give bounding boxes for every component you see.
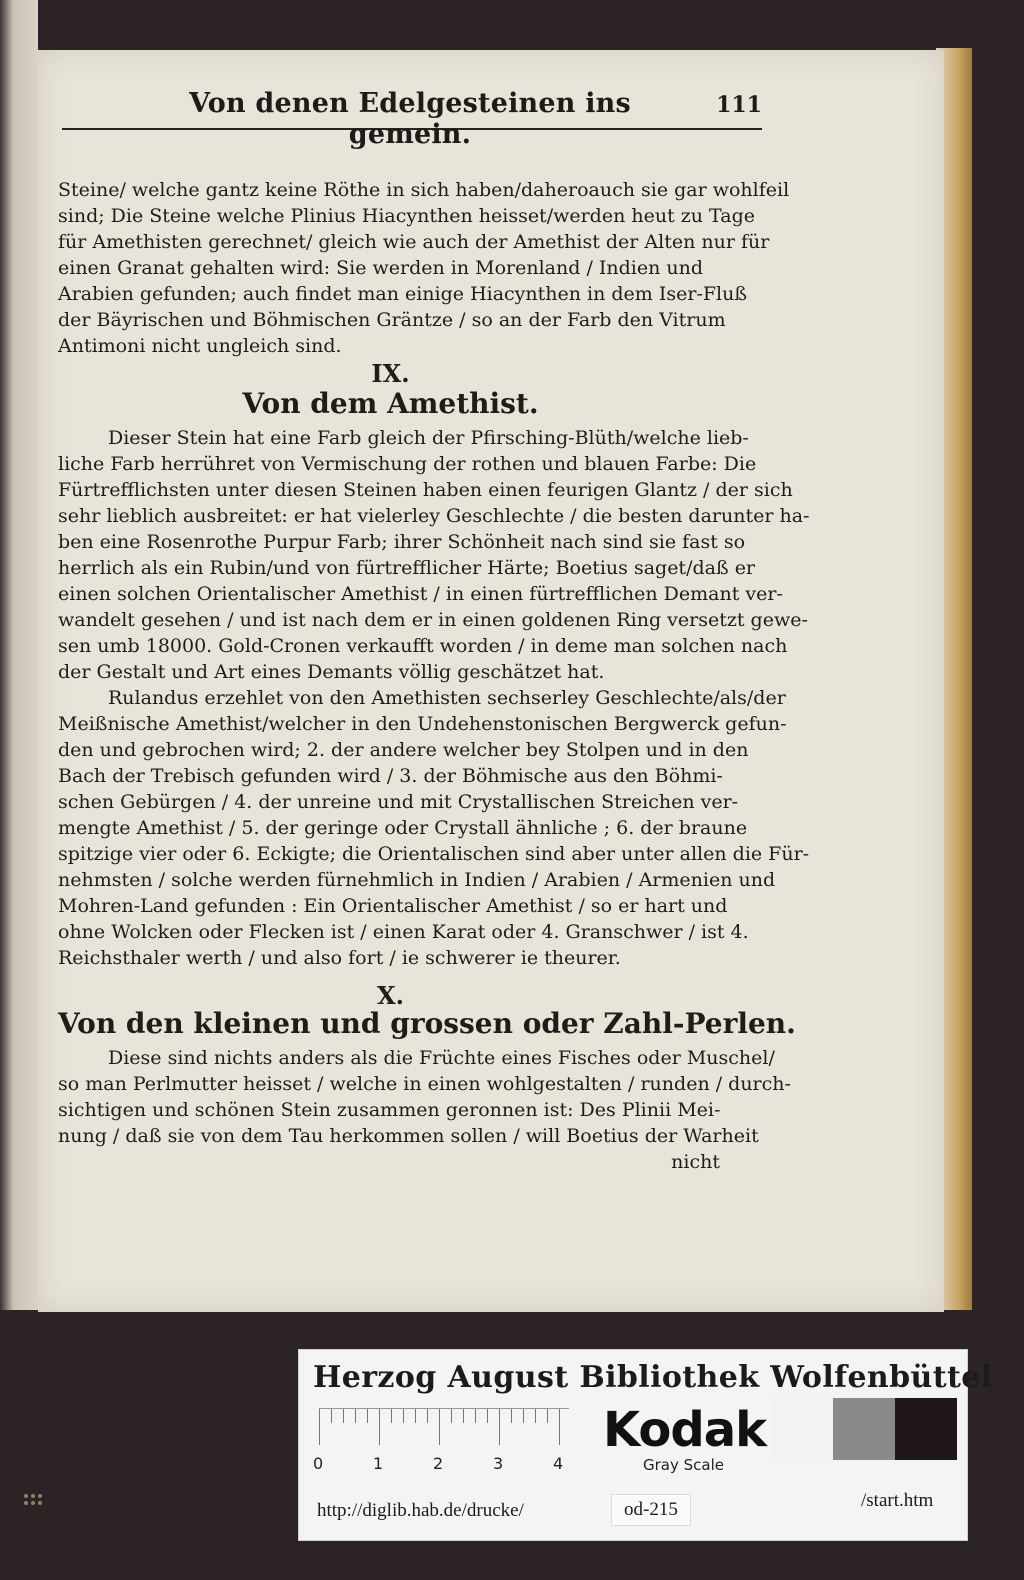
ruler-tick [487,1409,488,1423]
ruler-label: 3 [493,1454,504,1473]
ruler-tick [535,1409,536,1423]
section-heading: Von den kleinen und grossen oder Zahl-Perlen. [58,1007,796,1040]
ruler-tick [547,1409,548,1423]
text-line: ohne Wolcken oder Flecken ist / einen Karat oder 4. Granschwer / ist 4. [58,921,749,943]
text-line: sichtigen und schönen Stein zusammen geronnen ist: Des Plinii Mei- [58,1099,721,1121]
text-line: Dieser Stein hat eine Farb gleich der Pfirsching-Blüth/welche lieb- [108,427,749,449]
dot-ornament-icon [22,1492,50,1508]
ruler-tick [319,1409,320,1445]
text-line: ben eine Rosenrothe Purpur Farb; ihrer Schönheit nach sind sie fast so [58,531,746,553]
ruler-tick [367,1409,368,1423]
ruler-label: 1 [373,1454,384,1473]
text-line: sen umb 18000. Gold-Cronen verkaufft worden / in deme man solchen nach [58,635,788,657]
digital-library-url: http://diglib.hab.de/drucke/ [317,1500,524,1521]
page-number: 111 [716,92,762,118]
section-numeral: X. [377,981,404,1010]
ruler-tick [403,1409,404,1423]
running-title: Von denen Edelgesteinen ins gemein. [189,88,631,150]
text-line: für Amethisten gerechnet/ gleich wie auch der Amethist der Alten nur für [58,231,770,253]
section-heading: Von dem Amethist. [242,387,539,420]
ruler-tick [499,1409,500,1445]
ruler-tick [379,1409,380,1445]
ruler-tick [355,1409,356,1423]
text-line: Antimoni nicht ungleich sind. [58,335,342,357]
ruler-tick [415,1409,416,1423]
ruler-tick [451,1409,452,1423]
text-line: nehmsten / solche werden fürnehmlich in Indien / Arabien / Armenien und [58,869,776,891]
text-line: einen solchen Orientalischer Amethist / in einen fürtrefflichen Demant ver- [58,583,783,605]
kodak-logo: Kodak [603,1402,766,1458]
catchword: nicht [671,1151,720,1173]
text-line: Reichsthaler werth / und also fort / ie schwerer ie theurer. [58,947,621,969]
ruler-tick [463,1409,464,1423]
ruler-tick [523,1409,524,1423]
section-numeral: IX. [371,359,410,388]
ruler-tick [439,1409,440,1445]
text-line: der Bäyrischen und Böhmischen Gräntze / so an der Farb den Vitrum [58,309,726,331]
scan-target-card [298,1349,993,1541]
text-line: sehr lieblich ausbreitet: er hat vielerley Geschlechte / die besten darunter ha- [58,505,810,527]
ruler-label: 0 [313,1454,324,1473]
start-page-url: /start.htm [861,1490,934,1511]
ruler-tick [511,1409,512,1423]
text-line: Diese sind nichts anders als die Früchte eines Fisches oder Muschel/ [108,1047,775,1069]
text-line: sind; Die Steine welche Plinius Hiacynthen heisset/werden heut zu Tage [58,205,755,227]
text-line: schen Gebürgen / 4. der unreine und mit Crystallischen Streichen ver- [58,791,739,813]
ruler-tick [475,1409,476,1423]
measurement-ruler [319,1408,569,1449]
gray-swatch-black [895,1398,957,1460]
text-line: nung / daß sie von dem Tau herkommen sollen / will Boetius der Warheit [58,1125,759,1147]
text-line: herrlich als ein Rubin/und von fürtrefflicher Härte; Boetius saget/daß er [58,557,756,579]
ruler-tick [559,1409,560,1445]
ruler-label: 2 [433,1454,444,1473]
text-line: so man Perlmutter heisset / welche in einen wohlgestalten / runden / durch- [58,1073,791,1095]
text-line: Bach der Trebisch gefunden wird / 3. der Böhmische aus den Böhmi- [58,765,723,787]
ruler-tick [391,1409,392,1423]
text-line: den und gebrochen wird; 2. der andere welcher bey Stolpen und in den [58,739,749,761]
gray-swatch-mid [833,1398,895,1460]
text-line: Mohren-Land gefunden : Ein Orientalischer Amethist / so er hart und [58,895,728,917]
gray-scale-label: Gray Scale [643,1456,724,1474]
text-line: Steine/ welche gantz keine Röthe in sich haben/daheroauch sie gar wohlfeil [58,179,790,201]
ruler-tick [427,1409,428,1423]
text-line: Rulandus erzehlet von den Amethisten sechserley Geschlechte/als/der [108,687,786,709]
library-name: Herzog August Bibliothek Wolfenbüttel [313,1360,993,1395]
ruler-tick [331,1409,332,1423]
page-header [62,88,762,150]
text-line: Arabien gefunden; auch findet man einige Hiacynthen in dem Iser-Fluß [58,283,748,305]
shelfmark: od-215 [611,1494,691,1526]
ruler-labels [313,1454,593,1478]
text-line: spitzige vier oder 6. Eckigte; die Orientalischen sind aber unter allen die Für- [58,843,810,865]
text-line: einen Granat gehalten wird: Sie werden in Morenland / Indien und [58,257,704,279]
text-line: Fürtrefflichsten unter diesen Steinen haben einen feurigen Glantz / der sich [58,479,793,501]
previous-page-edge [0,0,38,1310]
text-line: mengte Amethist / 5. der geringe oder Crystall ähnliche ; 6. der braune [58,817,748,839]
ruler-label: 4 [553,1454,564,1473]
text-line: wandelt gesehen / und ist nach dem er in einen goldenen Ring versetzt gewe- [58,609,808,631]
text-line: liche Farb herrühret von Vermischung der rothen und blauen Farbe: Die [58,453,757,475]
text-line: der Gestalt und Art eines Demants völlig geschätzet hat. [58,661,605,683]
gray-swatch-white [771,1398,833,1460]
ruler-tick [343,1409,344,1423]
text-line: Meißnische Amethist/welcher in den Undehenstonischen Bergwerck gefun- [58,713,787,735]
